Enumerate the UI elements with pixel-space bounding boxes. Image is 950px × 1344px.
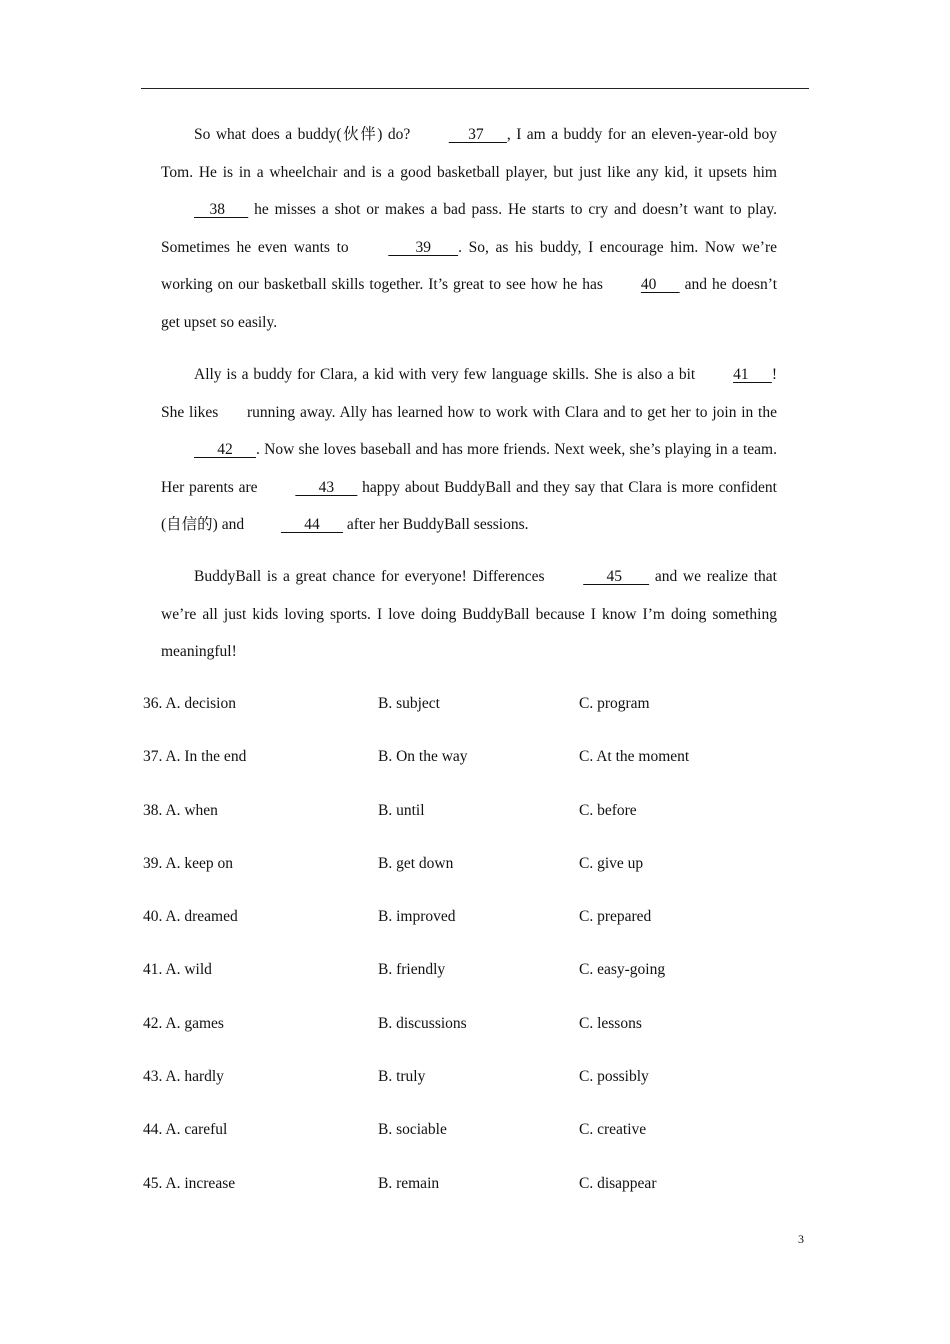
blank-40: 40 bbox=[640, 276, 680, 293]
question-43 bbox=[143, 1059, 783, 1112]
option-c: C. disappear bbox=[579, 1174, 657, 1192]
blank-42: 42 bbox=[194, 441, 256, 458]
question-38 bbox=[143, 793, 783, 846]
question-36 bbox=[143, 686, 783, 739]
blank-43: 43 bbox=[295, 478, 358, 496]
question-40 bbox=[143, 899, 783, 952]
option-b: B. remain bbox=[378, 1174, 440, 1192]
option-a: 38. A. when bbox=[143, 801, 218, 819]
p2-text-1: Ally is a buddy for Clara, a kid with very few language skills. She is also a bit bbox=[194, 366, 701, 383]
option-b: B. until bbox=[378, 801, 425, 819]
option-a: 41. A. wild bbox=[143, 961, 212, 979]
option-a: 36. A. decision bbox=[143, 695, 236, 712]
question-39 bbox=[143, 846, 783, 899]
p1-text-2: , I am a buddy for an eleven-year-old boy Tom. He is in a wheelchair and is a good basketball player, but just like any kid, it upsets him bbox=[161, 126, 777, 181]
option-b: B. get down bbox=[378, 854, 454, 872]
option-b: B. subject bbox=[378, 695, 440, 712]
p2-text-5: after her BuddyBall sessions. bbox=[342, 516, 529, 533]
option-c: C. lessons bbox=[579, 1014, 642, 1032]
option-a: 42. A. games bbox=[143, 1014, 224, 1032]
p1-text-1: So what does a buddy(伙伴) do? bbox=[194, 126, 416, 143]
p3-text-2: and we realize that we’re all just kids loving sports. I love doing BuddyBall because I know I’m doing something meaningful! bbox=[161, 568, 777, 660]
option-c: C. program bbox=[579, 695, 650, 712]
blank-38: 38 bbox=[194, 201, 249, 218]
option-b: B. truly bbox=[378, 1068, 426, 1086]
question-37 bbox=[143, 739, 783, 792]
blank-44: 44 bbox=[280, 516, 343, 533]
option-c: C. before bbox=[579, 801, 637, 819]
option-c: C. creative bbox=[579, 1121, 647, 1139]
header-rule bbox=[141, 88, 809, 89]
option-c: C. At the moment bbox=[579, 748, 690, 766]
option-c: C. prepared bbox=[579, 908, 652, 926]
p1-text-3: he misses a shot or makes a bad pass. He starts to cry and doesn’t want to play. Sometimes he even wants to bbox=[161, 201, 777, 256]
blank-45: 45 bbox=[583, 568, 650, 585]
question-42 bbox=[143, 1006, 783, 1059]
p2-text-4: happy about BuddyBall and they say that Clara is more confident (自信的) and bbox=[161, 478, 777, 533]
p3-text-1: BuddyBall is a great chance for everyone! Differences bbox=[194, 568, 551, 585]
option-a: 45. A. increase bbox=[143, 1174, 236, 1192]
option-c: C. give up bbox=[579, 854, 644, 872]
question-45 bbox=[143, 1166, 783, 1219]
option-c: C. easy-going bbox=[579, 961, 666, 979]
option-b: B. discussions bbox=[378, 1014, 467, 1032]
page-number: 3 bbox=[798, 1232, 804, 1246]
option-b: B. On the way bbox=[378, 748, 468, 766]
option-c: C. possibly bbox=[579, 1068, 649, 1086]
p1-text-5: and he doesn’t get upset so easily. bbox=[161, 276, 777, 331]
question-41 bbox=[143, 952, 783, 1005]
p1-text-4: . So, as his buddy, I encourage him. Now we’re working on our basketball skills together. It’s great to see how he has bbox=[161, 238, 778, 293]
option-a: 40. A. dreamed bbox=[143, 908, 238, 926]
answer-options bbox=[143, 686, 783, 1219]
blank-41: 41 bbox=[733, 366, 772, 383]
option-b: B. sociable bbox=[378, 1121, 447, 1139]
question-44 bbox=[143, 1112, 783, 1165]
p2-text-2: ! She likes running away. Ally has learned how to work with Clara and to get her to join in the bbox=[161, 366, 781, 421]
option-b: B. friendly bbox=[378, 961, 446, 979]
passage-paragraph-2 bbox=[161, 356, 781, 544]
blank-39: 39 bbox=[388, 238, 459, 256]
p2-text-3: . Now she loves baseball and has more friends. Next week, she’s playing in a team. Her parents are bbox=[161, 441, 777, 496]
option-b: B. improved bbox=[378, 908, 456, 926]
option-a: 43. A. hardly bbox=[143, 1068, 224, 1086]
option-a: 44. A. careful bbox=[143, 1121, 228, 1139]
passage-paragraph-1 bbox=[161, 116, 777, 341]
option-a: 39. A. keep on bbox=[143, 854, 233, 872]
option-a: 37. A. In the end bbox=[143, 748, 247, 766]
blank-37: 37 bbox=[448, 126, 507, 143]
passage-paragraph-3 bbox=[161, 558, 777, 671]
